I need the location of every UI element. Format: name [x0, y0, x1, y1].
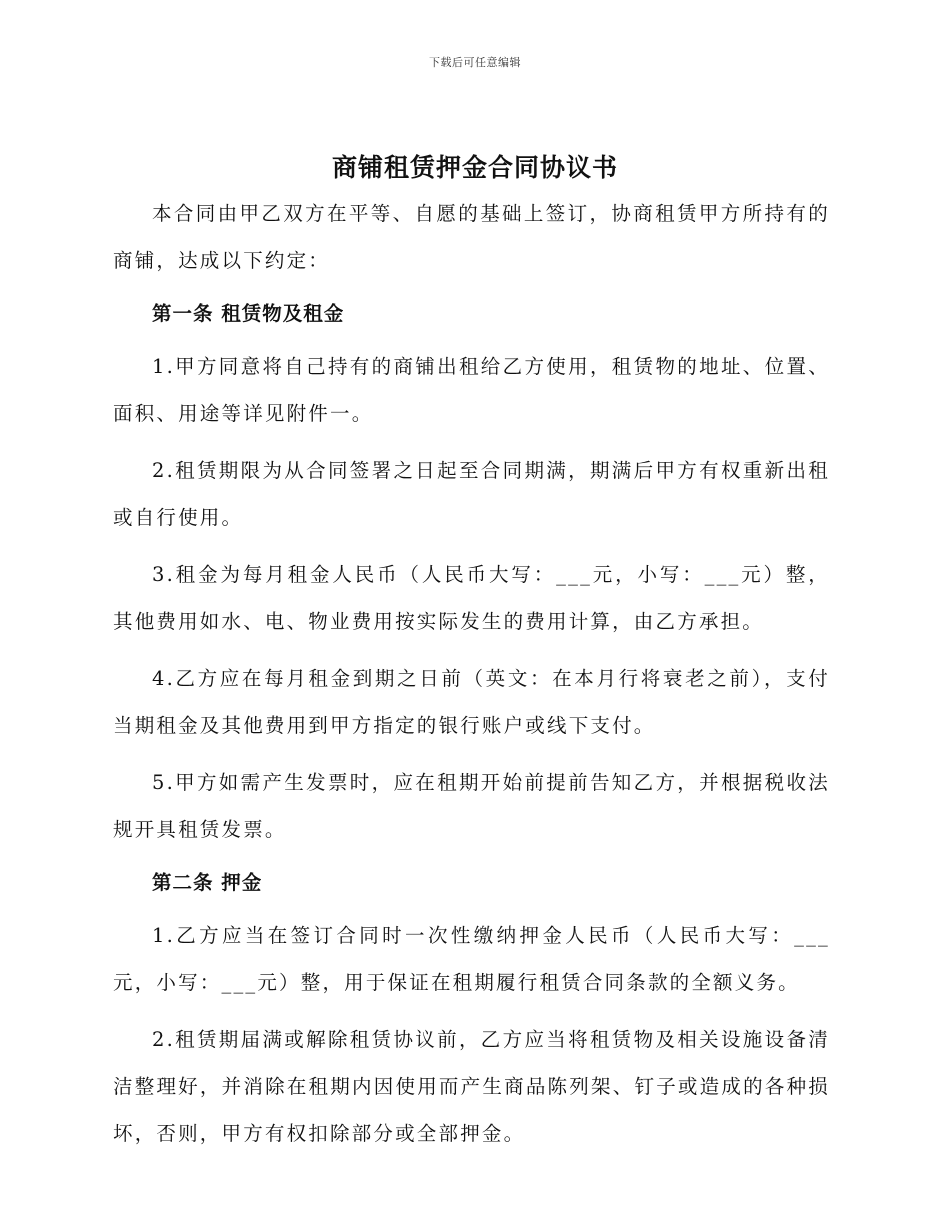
section-1-item-2: 2.租赁期限为从合同签署之日起至合同期满，期满后甲方有权重新出租或自行使用。	[113, 459, 830, 529]
document-body	[113, 190, 830, 1157]
section-1-item-5: 5.甲方如需产生发票时，应在租期开始前提前告知乙方，并根据税收法规开具租赁发票。	[113, 771, 830, 841]
section-1-item-4: 4.乙方应在每月租金到期之日前（英文：在本月行将衰老之前），支付当期租金及其他费用到甲方指定的银行账户或线下支付。	[113, 667, 830, 737]
document-title: 商铺租赁押金合同协议书	[331, 153, 618, 182]
intro-paragraph: 本合同由甲乙双方在平等、自愿的基础上签订，协商租赁甲方所持有的商铺，达成以下约定：	[113, 202, 830, 272]
section-1-item-1: 1.甲方同意将自己持有的商铺出租给乙方使用，租赁物的地址、位置、面积、用途等详见附件一。	[113, 355, 830, 425]
section-2-item-1: 1.乙方应当在签订合同时一次性缴纳押金人民币（人民币大写：___元，小写：___元）整，用于保证在租期履行租赁合同条款的全额义务。	[113, 924, 830, 994]
section-1-item-3: 3.租金为每月租金人民币（人民币大写：___元，小写：___元）整，其他费用如水、电、物业费用按实际发生的费用计算，由乙方承担。	[113, 563, 830, 633]
section-2-item-2: 2.租赁期届满或解除租赁协议前，乙方应当将租赁物及相关设施设备清洁整理好，并消除在租期内因使用而产生商品陈列架、钉子或造成的各种损坏，否则，甲方有权扣除部分或全部押金。	[113, 1028, 830, 1145]
section-1-heading: 第一条 租赁物及租金	[152, 302, 345, 325]
section-2-heading: 第二条 押金	[152, 871, 263, 894]
header-note: 下载后可任意编辑	[429, 56, 521, 69]
